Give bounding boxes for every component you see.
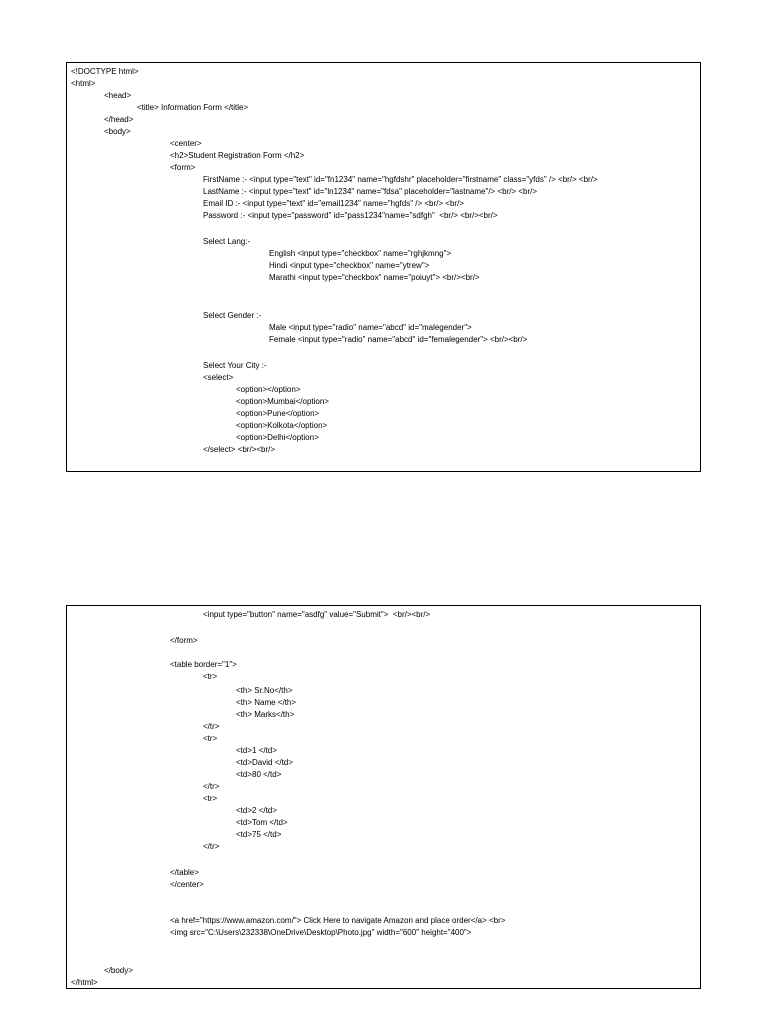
code-line: <th> Name </th> bbox=[236, 698, 297, 707]
code-line: <a href="https://www.amazon.com/"> Click Here to navigate Amazon and place order</a> <br> bbox=[170, 916, 506, 925]
code-line: Select Lang:- bbox=[203, 237, 251, 246]
code-line: <tr> bbox=[203, 734, 218, 743]
code-line: <td>80 </td> bbox=[236, 770, 282, 779]
code-line: Female <input type="radio" name="abcd" id="femalegender"> <br/><br/> bbox=[269, 335, 528, 344]
code-line: Select Gender :- bbox=[203, 311, 262, 320]
code-line: Hindi <input type="checkbox" name="ytrew"> bbox=[269, 261, 430, 270]
code-page-1 bbox=[66, 62, 701, 472]
code-line: <table border="1"> bbox=[170, 660, 237, 669]
code-line: <input type="button" name="asdfg" value="Submit"> <br/><br/> bbox=[203, 610, 431, 619]
code-line: <img src="C:\Users\232338\OneDrive\Desktop\Photo.jpg" width="600" height="400"> bbox=[170, 928, 472, 937]
code-line: <option>Kolkota</option> bbox=[236, 421, 328, 430]
code-line: <td>75 </td> bbox=[236, 830, 282, 839]
code-line: <select> bbox=[203, 373, 234, 382]
code-line: <h2>Student Registration Form </h2> bbox=[170, 151, 305, 160]
code-line: <option>Delhi</option> bbox=[236, 433, 319, 442]
code-page-2 bbox=[66, 605, 701, 989]
code-line: English <input type="checkbox" name="rghjkmng"> bbox=[269, 249, 452, 258]
code-line: <td>1 </td> bbox=[236, 746, 277, 755]
code-line: <body> bbox=[104, 127, 131, 136]
code-line: </tr> bbox=[203, 722, 220, 731]
code-line: <html> bbox=[71, 79, 96, 88]
code-line: <!DOCTYPE html> bbox=[71, 67, 139, 76]
code-line: <td>David </td> bbox=[236, 758, 293, 767]
code-line: </center> bbox=[170, 880, 204, 889]
code-line: LastName :- <input type="text" id="ln1234" name="fdsa" placeholder="lastname"/> <br/> <br/> bbox=[203, 187, 538, 196]
code-line: <title> Information Form </title> bbox=[137, 103, 249, 112]
code-line: <head> bbox=[104, 91, 132, 100]
code-line: Password :- <input type="password" id="pass1234"name="sdfgh" <br/> <br/><br/> bbox=[203, 211, 498, 220]
code-line: <tr> bbox=[203, 794, 218, 803]
code-line: </body> bbox=[104, 966, 133, 975]
code-line: <th> Sr.No</th> bbox=[236, 686, 293, 695]
code-line: Marathi <input type="checkbox" name="poiuyt"> <br/><br/> bbox=[269, 273, 480, 282]
code-line: </tr> bbox=[203, 842, 220, 851]
code-line: <form> bbox=[170, 163, 196, 172]
code-line: </table> bbox=[170, 868, 199, 877]
code-line: </form> bbox=[170, 636, 198, 645]
code-line: <option>Pune</option> bbox=[236, 409, 320, 418]
code-line: Select Your City :- bbox=[203, 361, 267, 370]
code-line: </html> bbox=[71, 978, 98, 987]
code-line: <th> Marks</th> bbox=[236, 710, 295, 719]
code-line: <td>Tom </td> bbox=[236, 818, 288, 827]
code-line: FirstName :- <input type="text" id="fn1234" name="hgfdshr" placeholder="firstname" class="yfds" /> <br/> <br/> bbox=[203, 175, 598, 184]
code-line: <option></option> bbox=[236, 385, 301, 394]
code-line: </tr> bbox=[203, 782, 220, 791]
code-line: Male <input type="radio" name="abcd" id="malegender"> bbox=[269, 323, 472, 332]
code-line: Email ID :- <input type="text" id="email1234" name="hgfds" /> <br/> <br/> bbox=[203, 199, 464, 208]
code-line: </head> bbox=[104, 115, 134, 124]
code-line: <center> bbox=[170, 139, 202, 148]
code-line: </select> <br/><br/> bbox=[203, 445, 276, 454]
code-line: <option>Mumbai</option> bbox=[236, 397, 329, 406]
code-line: <tr> bbox=[203, 672, 218, 681]
code-line: <td>2 </td> bbox=[236, 806, 277, 815]
